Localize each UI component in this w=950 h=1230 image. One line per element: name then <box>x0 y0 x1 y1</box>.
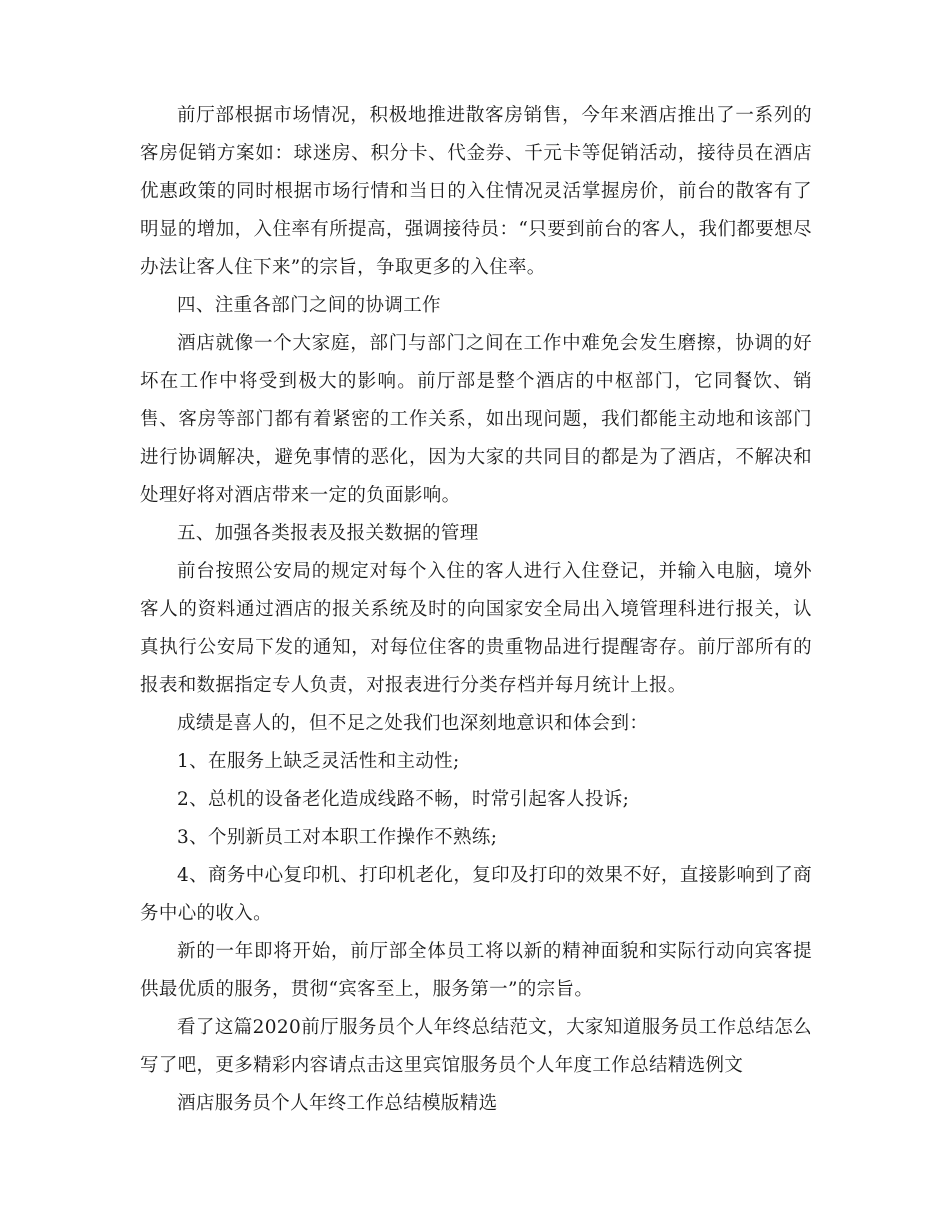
paragraph-reports: 前台按照公安局的规定对每个入住的客人进行入住登记，并输入电脑，境外客人的资料通过酒店的报关系统及时的向国家安全局出入境管理科进行报关，认真执行公安局下发的通知，对每位住客的贵重物品进行提醒寄存。前厅部所有的报表和数据指定专人负责，对报表进行分类存档并每月统计上报。 <box>140 561 812 696</box>
section-heading-coordination: 四、注重各部门之间的协调工作 <box>177 295 441 316</box>
paragraph-new-year: 新的一年即将开始，前厅部全体员工将以新的精神面貌和实际行动向宾客提供最优质的服务，贯彻“宾客至上，服务第一”的宗旨。 <box>140 941 812 1000</box>
list-item-shortcoming-1: 1、在服务上缺乏灵活性和主动性; <box>177 751 460 772</box>
paragraph-coordination: 酒店就像一个大家庭，部门与部门之间在工作中难免会发生磨擦，协调的好坏在工作中将受到极大的影响。前厅部是整个酒店的中枢部门，它同餐饮、销售、客房等部门都有着紧密的工作关系，如出现问题，我们都能主动地和该部门进行协调解决，避免事情的恶化，因为大家的共同目的都是为了酒店，不解决和处理好将对酒店带来一定的负面影响。 <box>140 333 812 506</box>
paragraph-front-office-sales: 前厅部根据市场情况，积极地推进散客房销售，今年来酒店推出了一系列的客房促销方案如：球迷房、积分卡、代金券、千元卡等促销活动，接待员在酒店优惠政策的同时根据市场行情和当日的入住情况灵活掌握房价，前台的散客有了明显的增加，入住率有所提高，强调接待员：“只要到前台的客人，我们都要想尽办法让客人住下来”的宗旨，争取更多的入住率。 <box>140 105 812 278</box>
related-article-title: 酒店服务员个人年终工作总结模版精选 <box>177 1093 498 1114</box>
paragraph-shortcomings-intro: 成绩是喜人的，但不足之处我们也深刻地意识和体会到： <box>177 713 649 734</box>
list-item-shortcoming-4: 4、商务中心复印机、打印机老化，复印及打印的效果不好，直接影响到了商务中心的收入。 <box>140 865 812 924</box>
list-item-shortcoming-3: 3、个别新员工对本职工作操作不熟练; <box>177 827 498 848</box>
section-heading-reports: 五、加强各类报表及报关数据的管理 <box>177 523 479 544</box>
list-item-shortcoming-2: 2、总机的设备老化造成线路不畅，时常引起客人投诉; <box>177 789 630 810</box>
paragraph-closing-note: 看了这篇2020前厅服务员个人年终总结范文，大家知道服务员工作总结怎么写了吧，更多精彩内容请点击这里宾馆服务员个人年度工作总结精选例文 <box>140 1017 812 1076</box>
document-body <box>140 97 812 1123</box>
